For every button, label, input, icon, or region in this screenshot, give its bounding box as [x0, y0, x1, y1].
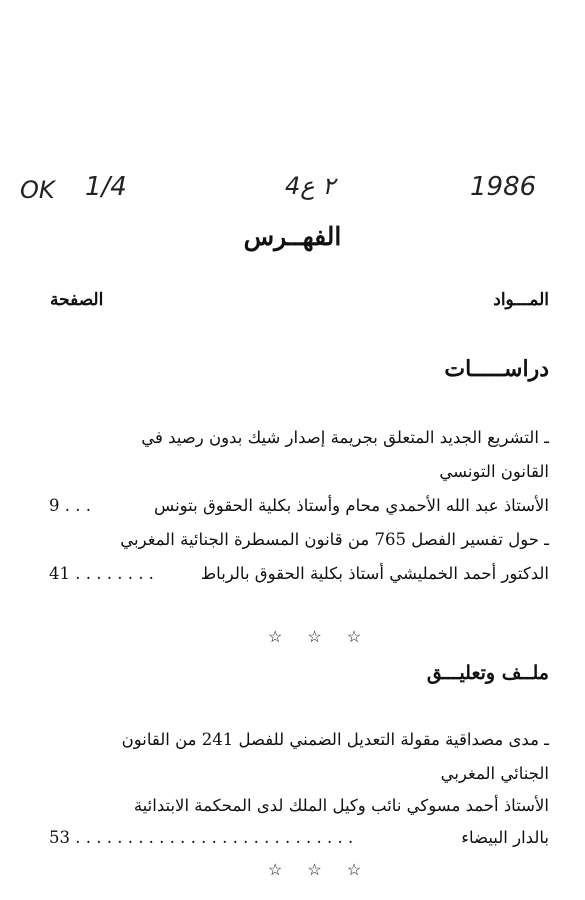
handwritten-fraction: 1/4 — [85, 172, 127, 202]
entry-title-line: ـ التشريع الجديد المتعلق بجريمة إصدار شيك بدون رصيد في — [141, 428, 549, 447]
leader-dots: . . . — [64, 496, 91, 515]
entry-author: الأستاذ عبد الله الأحمدي محام وأستاذ بكلية الحقوق بتونس — [154, 496, 549, 515]
entry-author-continued: بالدار البيضاء — [461, 828, 549, 847]
section-heading-studies: دراســـــات — [444, 356, 549, 382]
page-ref — [49, 494, 91, 518]
leader-dots: . . . . . . . . . . . . . . . . . . . . . . . . . . . — [75, 828, 354, 847]
page-ref — [49, 562, 154, 586]
handwritten-year: 1986 — [470, 172, 537, 202]
separator-stars: ☆ ☆ ☆ — [268, 627, 372, 646]
entry-author-row — [49, 494, 549, 518]
page-number: 41 — [49, 564, 70, 583]
column-header-page: الصفحة — [50, 290, 104, 310]
leader-dots: . . . . . . . . — [75, 564, 154, 583]
entry-title-line: ـ مدى مصداقية مقولة التعديل الضمني للفصل 241 من القانون — [121, 730, 549, 749]
handwritten-code: 4٢ ع — [285, 172, 336, 200]
entry-title-line: القانون التونسي — [439, 462, 549, 481]
page-title: الفهــرس — [243, 222, 342, 251]
column-header-subjects: المـــواد — [493, 290, 549, 310]
entry-author-row — [49, 826, 549, 850]
page-ref — [49, 826, 353, 850]
entry-author: الدكتور أحمد الخمليشي أستاذ بكلية الحقوق بالرباط — [200, 564, 549, 583]
separator-stars: ☆ ☆ ☆ — [268, 860, 372, 879]
entry-author-row — [49, 562, 549, 586]
handwritten-ok: OK — [20, 176, 55, 204]
entry-author: الأستاذ أحمد مسوكي نائب وكيل الملك لدى المحكمة الابتدائية — [133, 796, 549, 815]
page-number: 9 — [49, 496, 60, 515]
entry-title-line: الجنائي المغربي — [440, 764, 549, 783]
section-heading-file-and-comment: ملــف وتعليـــق — [426, 662, 549, 684]
page-number: 53 — [49, 828, 70, 847]
entry-title-line: ـ حول تفسير الفصل 765 من قانون المسطرة الجنائية المغربي — [120, 530, 549, 549]
